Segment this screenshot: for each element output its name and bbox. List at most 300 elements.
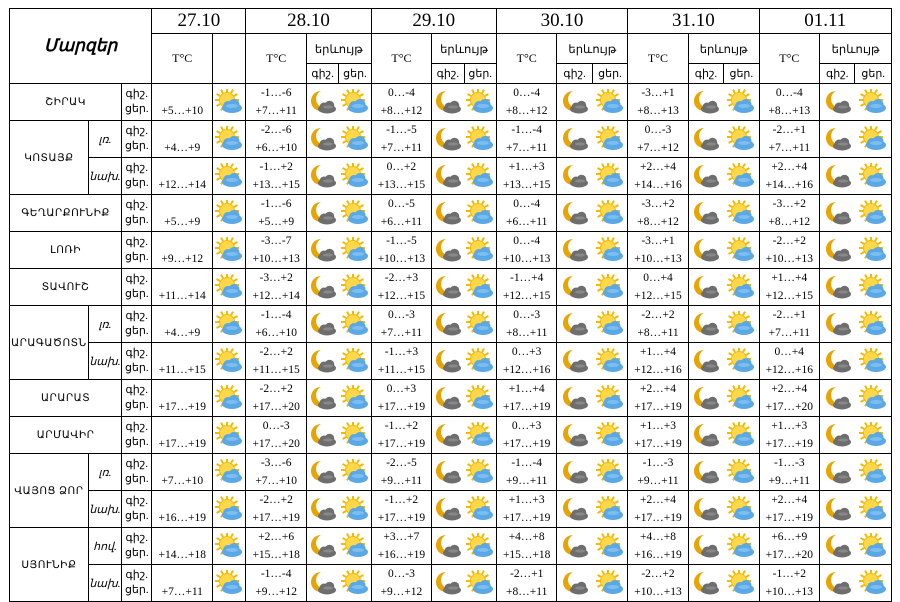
day-weather-cell [213, 121, 246, 158]
night-weather-cell [306, 232, 338, 269]
sun-cloud-icon [339, 422, 371, 448]
night-weather-cell [820, 528, 855, 565]
day-weather-cell [464, 343, 496, 380]
day-weather-cell [724, 380, 759, 417]
time-of-day-label [122, 84, 152, 121]
moon-cloud-icon [307, 237, 339, 263]
time-of-day-label [122, 454, 152, 491]
zone-label: նախ. [88, 343, 121, 380]
night-weather-cell [306, 158, 338, 195]
night-temp: -2…+2 [259, 346, 293, 358]
night-weather-cell [306, 121, 338, 158]
moon-cloud-icon [689, 385, 724, 411]
sun-cloud-icon [464, 459, 496, 485]
night-weather-cell [432, 232, 464, 269]
region-name: ԱՐՄԱՎԻՐ [10, 417, 122, 454]
sun-cloud-icon [592, 89, 627, 115]
day-temp: +15…+18 [502, 549, 551, 561]
sun-cloud-icon [592, 126, 627, 152]
night-weather-cell [306, 565, 338, 602]
day-temp: +17…+19 [502, 438, 551, 450]
sun-cloud-icon [213, 274, 245, 300]
table-row [10, 380, 892, 417]
day-weather-cell [213, 454, 246, 491]
night-abbr: գիշ. [125, 532, 148, 544]
night-weather-cell [432, 491, 464, 528]
temp-cell [371, 269, 432, 306]
night-subheader: գիշ. [557, 64, 592, 84]
day-subheader: ցեր. [724, 64, 759, 84]
day-temp: +12…+15 [502, 290, 551, 302]
night-weather-cell [306, 454, 338, 491]
temp-cell [246, 528, 307, 565]
time-of-day-label [122, 528, 152, 565]
day-weather-cell [855, 343, 892, 380]
day-temp: +12…+15 [377, 290, 426, 302]
day-temp: +17…+19 [377, 438, 426, 450]
temp-cell [246, 232, 307, 269]
moon-cloud-icon [557, 237, 592, 263]
night-temp: +2…+6 [258, 531, 295, 543]
day-abbr: ցեր. [124, 547, 149, 559]
temp-col-header: T°C [152, 34, 213, 84]
sun-cloud-icon [213, 89, 245, 115]
night-abbr: գիշ. [125, 125, 148, 137]
day-weather-cell [592, 84, 627, 121]
day-weather-cell [855, 565, 892, 602]
day-temp: +5…+9 [164, 216, 201, 228]
day-temp: +11…+14 [158, 290, 206, 302]
night-temp [152, 195, 212, 213]
temp-cell [759, 195, 820, 232]
night-abbr: գիշ. [125, 88, 148, 100]
night-temp: 0…-4 [513, 87, 541, 99]
sun-cloud-icon [464, 570, 496, 596]
night-temp: +2…+4 [771, 494, 808, 506]
night-weather-cell [557, 121, 592, 158]
moon-cloud-icon [820, 126, 855, 152]
day-temp: +12…+15 [765, 290, 814, 302]
night-temp: -3…+2 [259, 272, 293, 284]
date-header: 29.10 [371, 9, 496, 34]
day-temp: +12…+15 [634, 290, 682, 302]
night-temp: +1…+3 [508, 161, 545, 173]
sun-cloud-icon [464, 200, 496, 226]
temp-cell [496, 306, 557, 343]
night-weather-cell [557, 269, 592, 306]
sun-cloud-icon [464, 163, 496, 189]
day-temp: +10…+13 [252, 253, 300, 265]
night-temp: -3…+2 [772, 198, 806, 210]
day-weather-cell [213, 565, 246, 602]
sun-cloud-icon [855, 89, 891, 115]
temp-cell [628, 454, 689, 491]
temp-cell [246, 454, 307, 491]
time-of-day-label [122, 343, 152, 380]
night-temp: +6…+9 [771, 531, 808, 543]
day-temp: +9…+12 [255, 586, 298, 598]
day-weather-cell [724, 269, 759, 306]
sun-cloud-icon [724, 422, 759, 448]
day-weather-cell [724, 84, 759, 121]
moon-cloud-icon [557, 200, 592, 226]
night-weather-cell [432, 269, 464, 306]
time-of-day-label [122, 491, 152, 528]
sun-cloud-icon [339, 459, 371, 485]
day-temp: +13…+15 [502, 179, 551, 191]
night-temp: 0…-4 [513, 198, 541, 210]
temp-cell [759, 491, 820, 528]
day-weather-cell [855, 195, 892, 232]
day-temp: +17…+20 [765, 549, 814, 561]
moon-cloud-icon [820, 496, 855, 522]
moon-cloud-icon [557, 459, 592, 485]
region-name: ԱՐԱՐԱՏ [10, 380, 122, 417]
day-weather-cell [464, 380, 496, 417]
table-row [10, 454, 892, 491]
moon-cloud-icon [432, 200, 464, 226]
temp-cell [759, 269, 820, 306]
night-temp: +1…+3 [508, 494, 545, 506]
zone-label: նախ. [88, 565, 121, 602]
moon-cloud-icon [689, 496, 724, 522]
night-temp: +1…+4 [640, 346, 676, 358]
sun-cloud-icon [464, 533, 496, 559]
night-weather-cell [820, 454, 855, 491]
weather-col-header: երևույթ [557, 34, 628, 64]
night-temp: -1…-4 [260, 309, 292, 321]
night-temp: -1…-4 [260, 568, 292, 580]
temp-cell [628, 306, 689, 343]
sun-cloud-icon [592, 385, 627, 411]
region-name: ԱՐԱԳԱԾՈՏՆ [10, 306, 89, 380]
night-weather-cell [820, 84, 855, 121]
day-weather-cell [339, 454, 371, 491]
day-weather-cell [213, 528, 246, 565]
temp-col-header: T°C [246, 34, 307, 84]
day-temp: +17…+20 [252, 401, 300, 413]
night-temp: -1…-3 [642, 457, 674, 469]
day-temp: +11…+15 [377, 364, 425, 376]
night-temp [152, 343, 212, 361]
regions-title: Մարզեր [44, 36, 118, 55]
moon-cloud-icon [432, 311, 464, 337]
sun-cloud-icon [339, 126, 371, 152]
day-temp: +4…+9 [164, 142, 201, 154]
moon-cloud-icon [820, 422, 855, 448]
day-weather-cell [724, 195, 759, 232]
temp-cell [628, 528, 689, 565]
table-row [10, 528, 892, 565]
day-abbr: ցեր. [124, 510, 149, 522]
night-weather-cell [557, 528, 592, 565]
temp-cell [152, 565, 213, 602]
day-temp: +9…+12 [380, 586, 423, 598]
day-temp: +15…+18 [252, 549, 300, 561]
day-temp: +6…+11 [380, 216, 423, 228]
day-temp: +6…+10 [255, 142, 298, 154]
sun-cloud-icon [724, 385, 759, 411]
temp-cell [152, 121, 213, 158]
day-weather-cell [592, 121, 627, 158]
day-abbr: ցեր. [124, 399, 149, 411]
day-temp: +8…+11 [506, 586, 548, 598]
moon-cloud-icon [820, 237, 855, 263]
night-weather-cell [688, 269, 723, 306]
sun-cloud-icon [339, 89, 371, 115]
day-temp: +7…+11 [768, 327, 810, 339]
moon-cloud-icon [432, 348, 464, 374]
night-abbr: գիշ. [125, 236, 148, 248]
day-weather-cell [464, 565, 496, 602]
night-weather-cell [820, 121, 855, 158]
night-weather-cell [557, 565, 592, 602]
night-temp [152, 121, 212, 139]
day-temp: +7…+11 [768, 142, 810, 154]
moon-cloud-icon [307, 422, 339, 448]
moon-cloud-icon [432, 274, 464, 300]
sun-cloud-icon [213, 348, 245, 374]
night-weather-cell [820, 269, 855, 306]
temp-cell [152, 84, 213, 121]
sun-cloud-icon [592, 200, 627, 226]
moon-cloud-icon [307, 311, 339, 337]
region-name: ՎԱՅՈՑ ՁՈՐ [10, 454, 89, 528]
temp-cell [246, 491, 307, 528]
day-weather-cell [592, 380, 627, 417]
temp-cell [759, 232, 820, 269]
temp-cell [371, 195, 432, 232]
temp-cell [496, 232, 557, 269]
night-temp: 0…+2 [386, 161, 417, 173]
day-weather-cell [464, 121, 496, 158]
sun-cloud-icon [592, 496, 627, 522]
temp-cell [246, 565, 307, 602]
temp-cell [246, 121, 307, 158]
day-temp: +6…+11 [506, 216, 548, 228]
moon-cloud-icon [557, 422, 592, 448]
region-name: ՇԻՐԱԿ [10, 84, 122, 121]
temp-cell [152, 195, 213, 232]
sun-cloud-icon [724, 200, 759, 226]
moon-cloud-icon [307, 348, 339, 374]
sun-cloud-icon [464, 496, 496, 522]
sun-cloud-icon [339, 570, 371, 596]
region-name: ՍՅՈՒՆԻՔ [10, 528, 89, 602]
sun-cloud-icon [592, 570, 627, 596]
night-weather-cell [557, 380, 592, 417]
day-subheader: ցեր. [464, 64, 496, 84]
night-temp: -2…+2 [641, 568, 675, 580]
temp-cell [371, 491, 432, 528]
day-temp: +7…+11 [506, 142, 548, 154]
night-abbr: գիշ. [125, 273, 148, 285]
time-of-day-label [122, 417, 152, 454]
night-weather-cell [820, 343, 855, 380]
night-temp: -2…-6 [260, 124, 292, 136]
sun-cloud-icon [855, 200, 891, 226]
moon-cloud-icon [689, 237, 724, 263]
moon-cloud-icon [307, 570, 339, 596]
night-temp: -1…+2 [772, 568, 806, 580]
night-temp: +2…+4 [771, 161, 808, 173]
time-of-day-label [122, 232, 152, 269]
sun-cloud-icon [855, 163, 891, 189]
temp-cell [371, 565, 432, 602]
night-temp: -1…-4 [511, 457, 543, 469]
temp-cell [246, 343, 307, 380]
night-temp [152, 269, 212, 287]
day-weather-cell [339, 232, 371, 269]
moon-cloud-icon [307, 385, 339, 411]
day-temp: +17…+19 [377, 512, 426, 524]
temp-cell [496, 343, 557, 380]
temp-cell [152, 232, 213, 269]
night-temp: +2…+4 [771, 383, 808, 395]
day-weather-cell [339, 417, 371, 454]
temp-cell [152, 306, 213, 343]
temp-cell [371, 306, 432, 343]
temp-cell [628, 269, 689, 306]
day-weather-cell [464, 417, 496, 454]
day-weather-cell [213, 417, 246, 454]
sun-cloud-icon [592, 274, 627, 300]
day-temp: +12…+14 [158, 179, 206, 191]
day-weather-cell [855, 158, 892, 195]
moon-cloud-icon [307, 126, 339, 152]
sun-cloud-icon [592, 163, 627, 189]
day-temp: +8…+12 [637, 216, 679, 228]
sun-cloud-icon [213, 126, 245, 152]
temp-cell [496, 417, 557, 454]
sun-cloud-icon [724, 570, 759, 596]
temp-cell [371, 380, 432, 417]
moon-cloud-icon [307, 496, 339, 522]
night-subheader: գիշ. [432, 64, 464, 84]
day-weather-cell [339, 269, 371, 306]
sun-cloud-icon [464, 237, 496, 263]
sun-cloud-icon [592, 422, 627, 448]
date-header: 30.10 [496, 9, 627, 34]
sun-cloud-icon [464, 311, 496, 337]
sun-cloud-icon [464, 385, 496, 411]
night-weather-cell [688, 306, 723, 343]
night-weather-cell [688, 417, 723, 454]
sun-cloud-icon [339, 385, 371, 411]
weather-col-header: երևույթ [820, 34, 892, 64]
table-row [10, 158, 892, 195]
day-temp: +11…+15 [158, 364, 206, 376]
sun-cloud-icon [213, 163, 245, 189]
night-temp: -3…+2 [641, 198, 675, 210]
day-weather-cell [339, 343, 371, 380]
temp-cell [759, 380, 820, 417]
moon-cloud-icon [307, 200, 339, 226]
day-temp: +17…+19 [634, 512, 682, 524]
night-weather-cell [306, 195, 338, 232]
day-temp: +8…+11 [506, 327, 548, 339]
sun-cloud-icon [213, 385, 245, 411]
temp-cell [496, 121, 557, 158]
temp-cell [759, 454, 820, 491]
moon-cloud-icon [557, 89, 592, 115]
temp-cell [152, 343, 213, 380]
day-temp: +10…+13 [502, 253, 551, 265]
moon-cloud-icon [432, 126, 464, 152]
sun-cloud-icon [464, 274, 496, 300]
night-temp: 0…-5 [388, 198, 415, 210]
night-weather-cell [306, 84, 338, 121]
night-abbr: գիշ. [125, 199, 148, 211]
temp-cell [496, 528, 557, 565]
day-temp: +4…+9 [164, 327, 201, 339]
night-weather-cell [820, 232, 855, 269]
day-temp: +16…+19 [634, 549, 682, 561]
night-temp [152, 84, 212, 102]
night-abbr: գիշ. [125, 162, 148, 174]
day-temp: +12…+14 [252, 290, 300, 302]
sun-cloud-icon [855, 533, 891, 559]
weather-col-header-empty [213, 34, 246, 84]
day-weather-cell [592, 195, 627, 232]
day-temp: +17…+19 [252, 512, 300, 524]
night-weather-cell [820, 195, 855, 232]
day-temp: +7…+11 [161, 586, 203, 598]
date-header: 31.10 [628, 9, 759, 34]
date-header: 01.11 [759, 9, 892, 34]
day-temp: +8…+11 [637, 327, 679, 339]
night-temp: -1…-4 [511, 124, 543, 136]
day-weather-cell [464, 491, 496, 528]
moon-cloud-icon [689, 459, 724, 485]
temp-cell [496, 158, 557, 195]
day-temp: +7…+11 [380, 142, 423, 154]
night-temp: +4…+8 [640, 531, 676, 543]
night-weather-cell [432, 380, 464, 417]
sun-cloud-icon [592, 459, 627, 485]
day-abbr: ցեր. [124, 251, 149, 263]
day-weather-cell [855, 380, 892, 417]
temp-cell [246, 84, 307, 121]
temp-cell [628, 232, 689, 269]
day-weather-cell [724, 417, 759, 454]
day-weather-cell [339, 306, 371, 343]
night-weather-cell [557, 454, 592, 491]
night-weather-cell [306, 380, 338, 417]
temp-cell [371, 528, 432, 565]
moon-cloud-icon [820, 570, 855, 596]
night-temp: 0…+3 [511, 420, 542, 432]
temp-cell [759, 528, 820, 565]
sun-cloud-icon [724, 311, 759, 337]
moon-cloud-icon [820, 163, 855, 189]
temp-cell [628, 565, 689, 602]
night-weather-cell [432, 417, 464, 454]
day-subheader: ցեր. [339, 64, 371, 84]
sun-cloud-icon [213, 200, 245, 226]
night-temp: 0…-3 [388, 568, 415, 580]
day-weather-cell [339, 491, 371, 528]
temp-cell [628, 158, 689, 195]
temp-cell [759, 121, 820, 158]
date-header: 27.10 [152, 9, 246, 34]
night-weather-cell [688, 158, 723, 195]
day-temp: +9…+12 [161, 253, 204, 265]
time-of-day-label [122, 306, 152, 343]
day-temp: +10…+13 [634, 586, 682, 598]
night-weather-cell [306, 269, 338, 306]
day-weather-cell [339, 158, 371, 195]
